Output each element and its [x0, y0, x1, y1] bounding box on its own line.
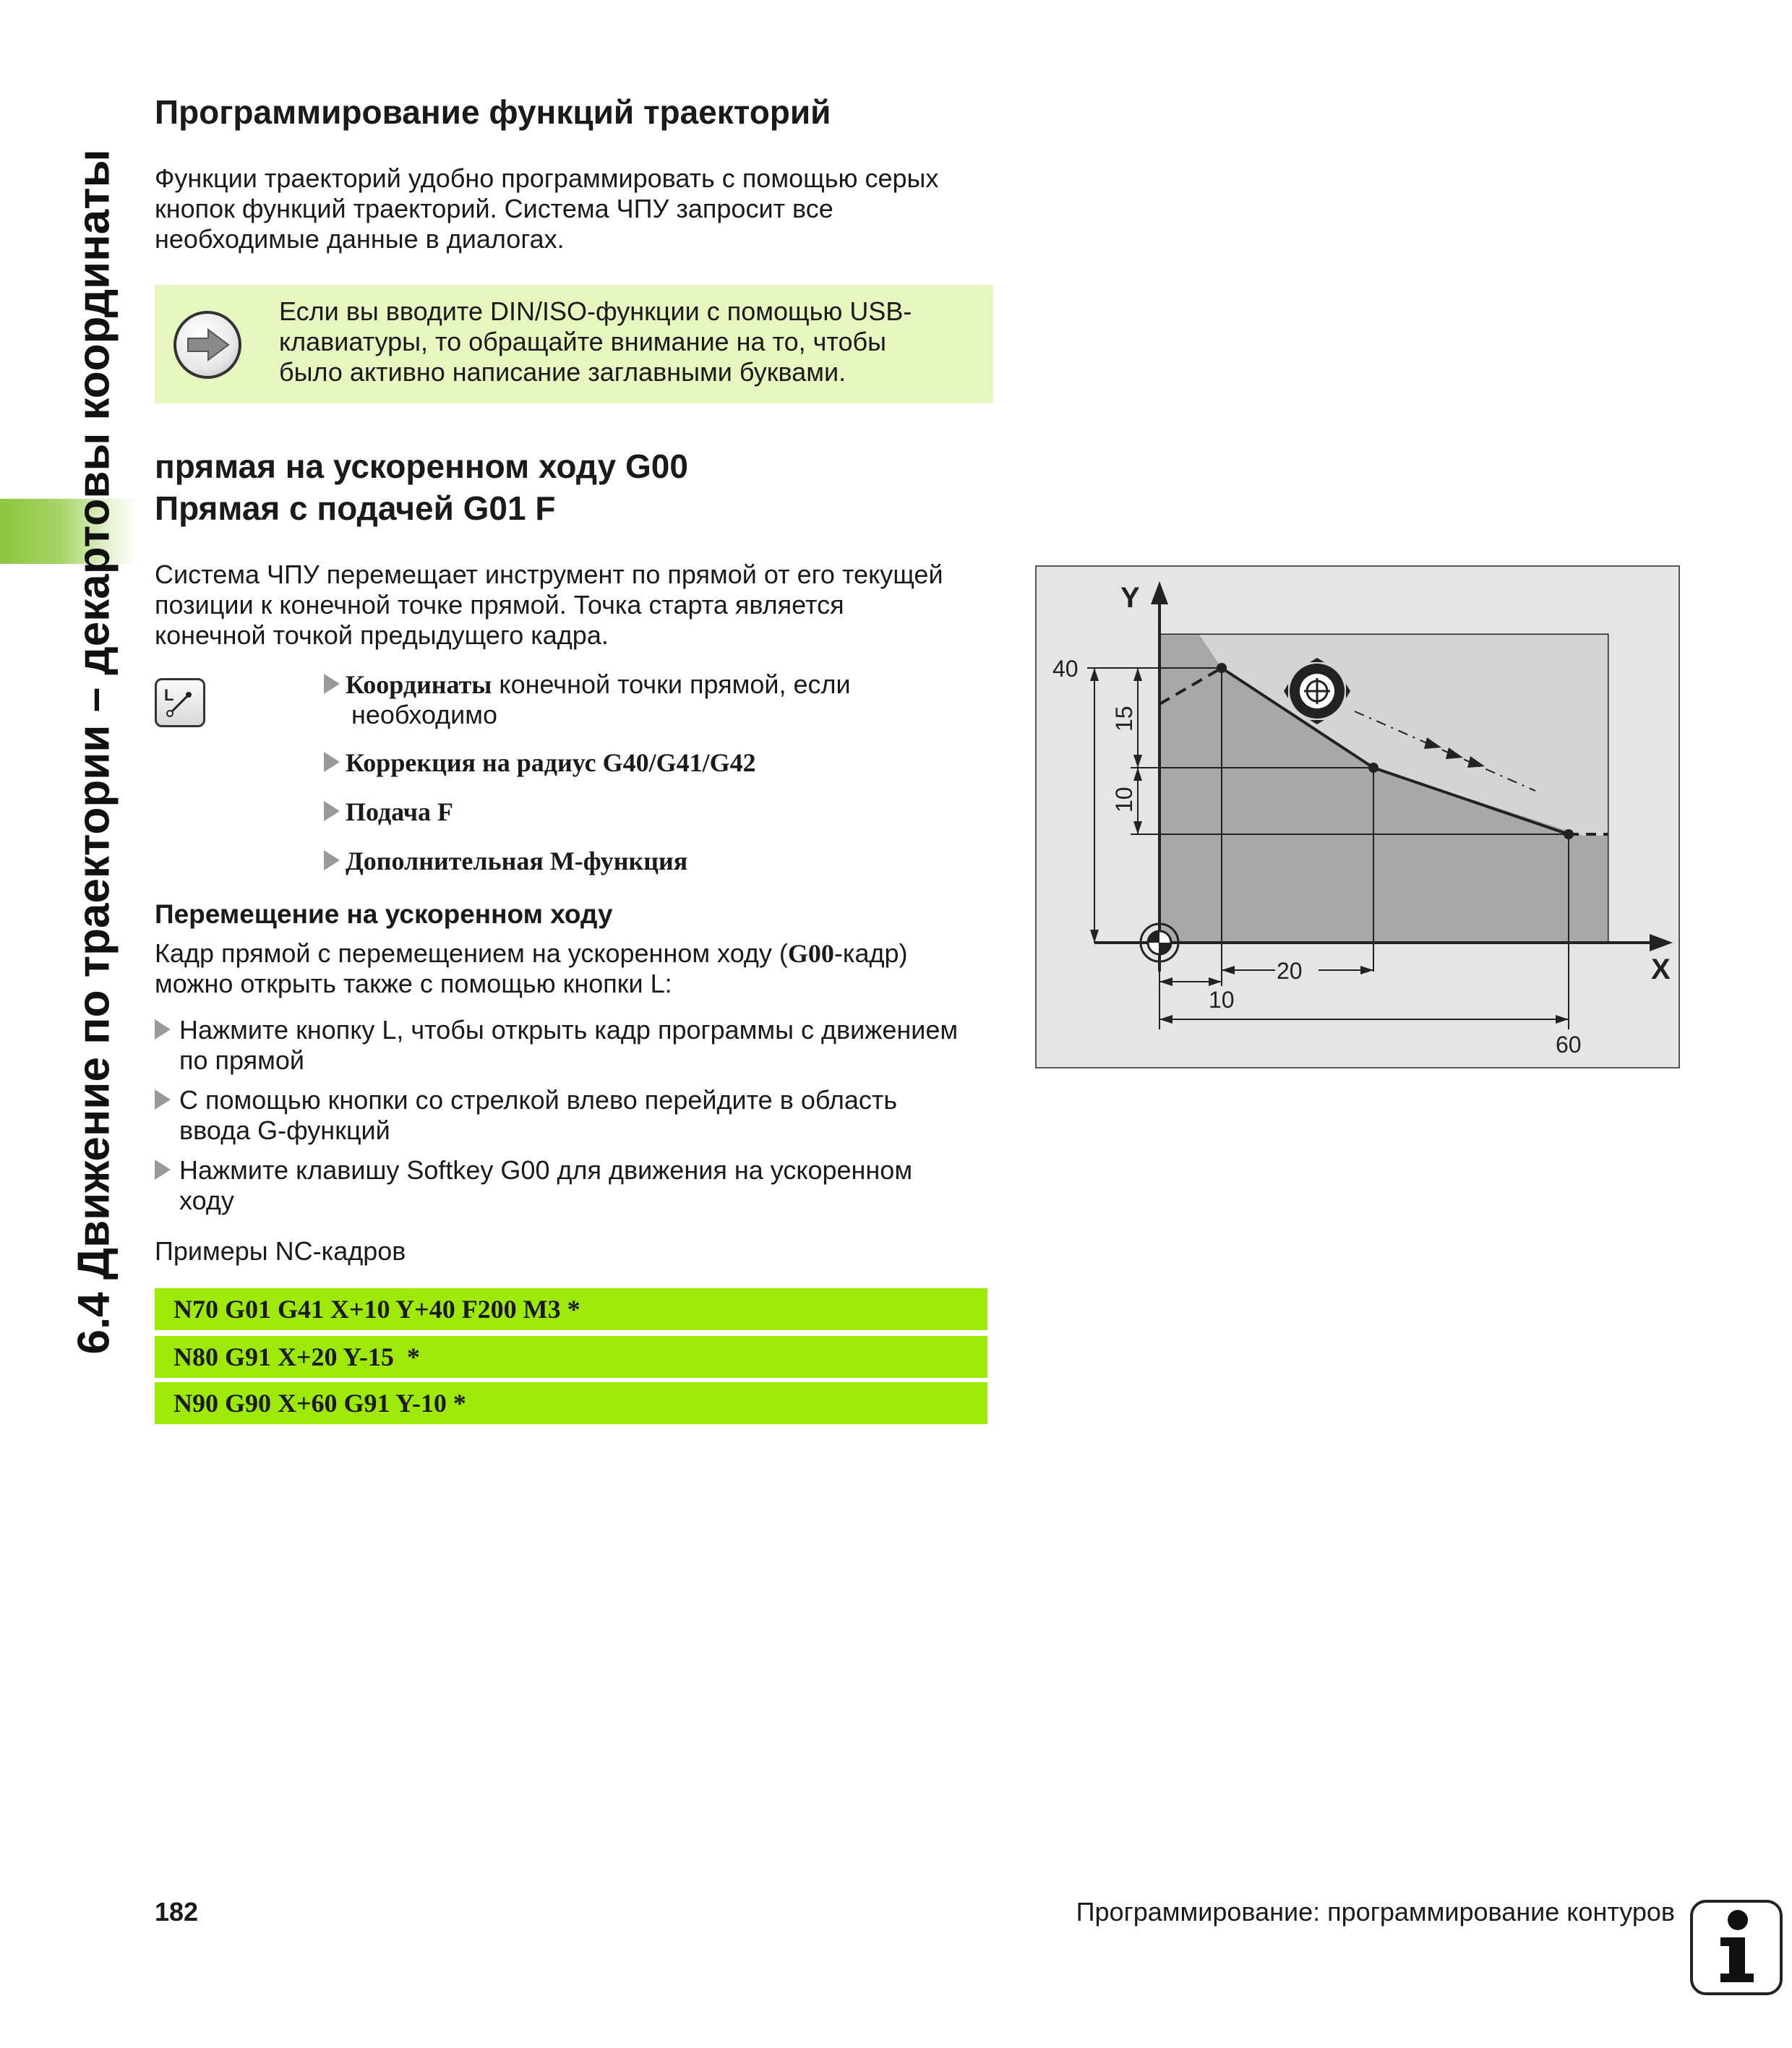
line-key-icon — [155, 678, 205, 727]
dim-label-10-horizontal: 10 — [1209, 987, 1235, 1013]
dim-label-20: 20 — [1277, 958, 1303, 984]
param-bold: Коррекция на радиус G40/G41/G42 — [346, 748, 756, 777]
param-bold: Координаты — [346, 670, 492, 699]
note-box — [155, 285, 993, 403]
step-line: ввода G-функций — [179, 1115, 390, 1145]
note-line: Если вы вводите DIN/ISO-функции с помощью USB- — [279, 296, 912, 326]
arrow-right-icon — [173, 311, 241, 379]
bullet-triangle-icon — [324, 801, 340, 821]
subheading: Перемещение на ускоренном ходу — [155, 899, 613, 929]
bullet-triangle-icon — [155, 1160, 171, 1180]
y-axis-label: Y — [1120, 582, 1140, 614]
dim-label-15: 15 — [1111, 706, 1137, 732]
step-item — [155, 1155, 993, 1217]
param-item — [324, 797, 974, 828]
param-rest: конечной точки прямой, если — [492, 669, 851, 699]
page-heading: Программирование функций траекторий — [155, 93, 831, 131]
line-path-diagram — [1035, 565, 1680, 1068]
param-item — [324, 669, 974, 734]
note-line: клавиатуры, то обращайте внимание на то, чтобы — [279, 327, 886, 356]
section-title-line: Прямая с подачей G01 F — [155, 489, 556, 527]
bullet-triangle-icon — [155, 1019, 171, 1040]
intro-line: Функции траекторий удобно программировать с помощью серых — [155, 163, 939, 193]
section-title-line: прямая на ускоренном ходу G00 — [155, 447, 688, 485]
param-cont: необходимо — [351, 700, 498, 729]
info-icon — [1690, 1900, 1783, 1995]
bullet-triangle-icon — [324, 850, 340, 870]
section-line: конечной точкой предыдущего кадра. — [155, 620, 609, 650]
svg-text:L: L — [164, 686, 174, 704]
step-line: С помощью кнопки со стрелкой влево перейдите в область — [179, 1085, 898, 1115]
rapid-paragraph — [155, 938, 986, 999]
note-text — [279, 296, 973, 387]
dim-label-40: 40 — [1053, 656, 1079, 682]
note-line: было активно написание заглавными буквами. — [279, 357, 846, 387]
rapid-text: -кадр) — [833, 938, 908, 968]
step-line: Нажмите клавишу Softkey G00 для движения на ускоренном — [179, 1155, 913, 1185]
x-axis-label: X — [1651, 954, 1671, 985]
dim-label-10-vertical: 10 — [1111, 787, 1137, 813]
bullet-triangle-icon — [324, 674, 340, 694]
examples-label: Примеры NC-кадров — [155, 1236, 406, 1266]
step-line: ходу — [179, 1186, 234, 1215]
section-title — [155, 445, 688, 529]
rapid-text: Кадр прямой с перемещением на ускоренном ходу ( — [155, 938, 788, 968]
nc-block: N90 G90 X+60 G91 Y-10 * — [155, 1382, 987, 1424]
bullet-triangle-icon — [324, 752, 340, 772]
nc-block: N80 G91 X+20 Y-15 * — [155, 1336, 987, 1378]
step-line: по прямой — [179, 1045, 305, 1075]
param-item — [324, 747, 974, 779]
side-title-container — [54, 87, 134, 1417]
rapid-text: можно открыть также с помощью кнопки L: — [155, 969, 672, 998]
param-bold: Подача F — [346, 797, 454, 826]
step-item — [155, 1085, 993, 1147]
chapter-side-title: 6.4 Движение по траектории – декартовы координаты — [69, 149, 119, 1355]
section-line: Система ЧПУ перемещает инструмент по прямой от его текущей — [155, 560, 943, 589]
y-axis-arrow — [1151, 581, 1168, 604]
bullet-triangle-icon — [155, 1089, 171, 1110]
intro-line: необходимые данные в диалогах. — [155, 224, 565, 254]
step-item — [155, 1015, 993, 1077]
param-bold: Дополнительная M-функция — [346, 847, 688, 875]
rapid-code: G00 — [787, 939, 834, 968]
nc-block: N70 G01 G41 X+10 Y+40 F200 M3 * — [155, 1288, 987, 1330]
section-paragraph — [155, 560, 986, 651]
intro-line: кнопок функций траекторий. Система ЧПУ запросит все — [155, 194, 833, 223]
dim-label-60: 60 — [1556, 1032, 1582, 1058]
page-number: 182 — [155, 1897, 199, 1927]
param-item — [324, 846, 974, 878]
step-line: Нажмите кнопку L, чтобы открыть кадр программы с движением — [179, 1015, 959, 1045]
x-axis-arrow — [1650, 934, 1673, 951]
section-line: позиции к конечной точке прямой. Точка старта является — [155, 590, 844, 620]
intro-paragraph — [155, 163, 986, 254]
chapter-footer: Программирование: программирование контуров — [1076, 1897, 1675, 1927]
